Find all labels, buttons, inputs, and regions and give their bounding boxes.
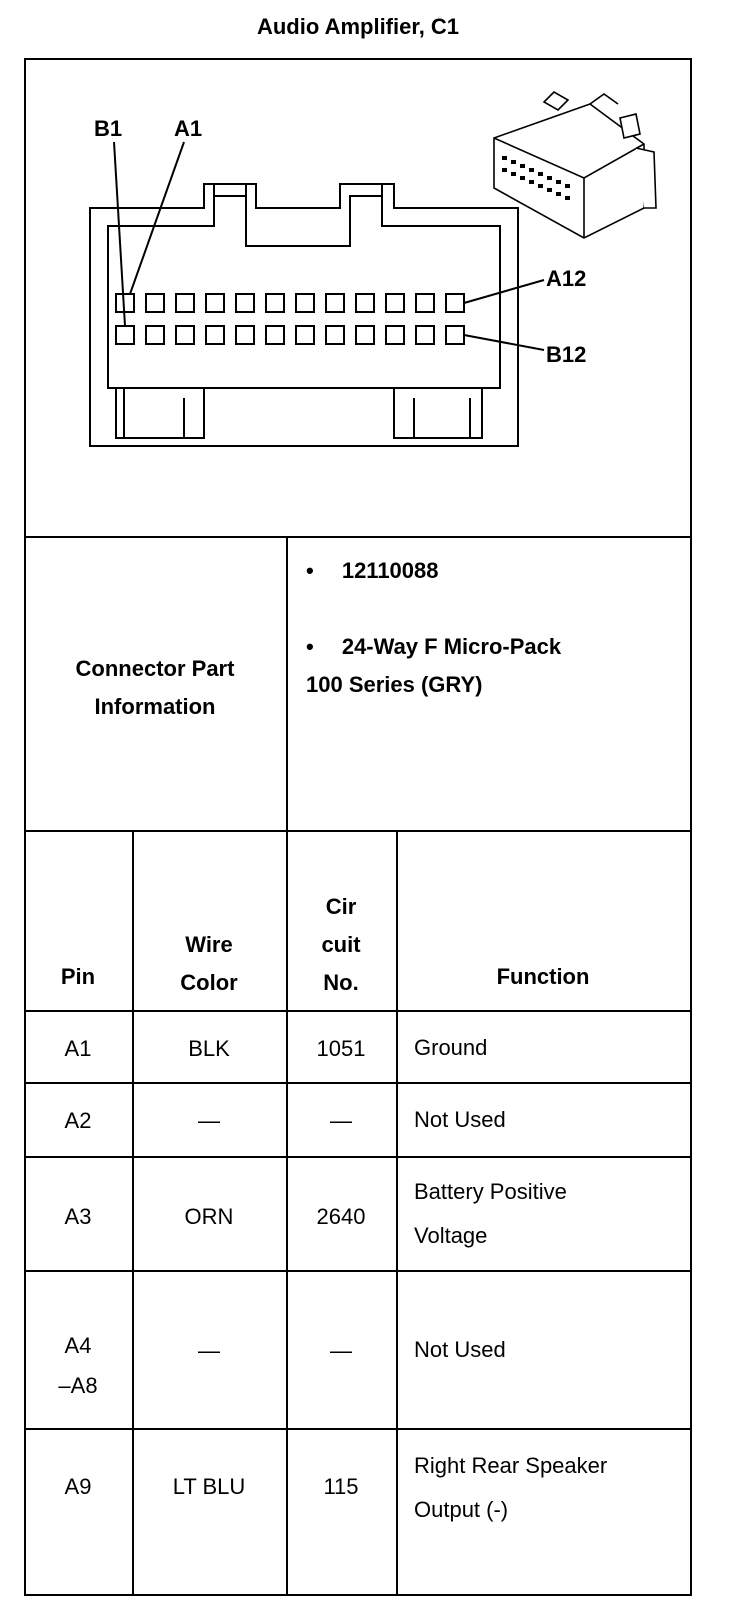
part-number: 12110088	[341, 558, 439, 583]
row-a3-function-1: Battery Positive	[414, 1179, 567, 1204]
label-a1: A1	[174, 116, 203, 141]
bullet-icon: •	[306, 634, 314, 659]
divider-row-a4	[24, 1428, 692, 1430]
divider-row-a3	[24, 1270, 692, 1272]
page-title: Audio Amplifier, C1	[256, 14, 460, 39]
row-a3-circuit: 2640	[316, 1204, 366, 1229]
row-a1-circuit: 1051	[316, 1036, 366, 1061]
row-a2-color: —	[198, 1108, 220, 1133]
row-a4-function: Not Used	[414, 1337, 506, 1362]
row-a1-function: Ground	[414, 1035, 488, 1060]
header-circuit	[286, 888, 396, 1002]
row-a3-pin: A3	[64, 1204, 92, 1229]
header-circuit-1: Cir	[325, 894, 357, 919]
row-a3-function-2: Voltage	[414, 1223, 488, 1248]
row-a2-pin: A2	[64, 1108, 92, 1133]
row-a9-function-1: Right Rear Speaker	[414, 1453, 608, 1478]
cavity-row-a	[116, 294, 464, 312]
label-b12: B12	[546, 342, 587, 367]
row-a3-function	[414, 1170, 692, 1258]
divider-header	[24, 1010, 692, 1012]
divider-col-circuit	[396, 830, 398, 1596]
connector-part-label	[24, 650, 286, 726]
cavity-row-b	[116, 326, 464, 344]
row-a2-function: Not Used	[414, 1107, 506, 1132]
row-a4-circuit: —	[330, 1338, 352, 1363]
description-line-1: 24-Way F Micro-Pack	[341, 634, 562, 659]
divider-info	[24, 830, 692, 832]
row-a2-circuit: —	[330, 1108, 352, 1133]
frame-bottom	[24, 1594, 692, 1596]
header-circuit-2: cuit	[321, 932, 361, 957]
row-a9-function	[414, 1444, 692, 1532]
divider-row-a1	[24, 1082, 692, 1084]
row-a4-pin	[24, 1326, 132, 1406]
label-a12: A12	[546, 266, 587, 291]
row-a9-circuit: 115	[323, 1474, 359, 1499]
header-wire-color	[132, 926, 286, 1002]
connector-part-label-1: Connector Part	[75, 656, 235, 681]
connector-sheet	[24, 58, 692, 1596]
bullet-icon: •	[306, 558, 314, 583]
part-number-item	[306, 558, 439, 584]
row-a3-color: ORN	[184, 1204, 234, 1229]
header-wire-color-1: Wire	[185, 932, 233, 957]
divider-row-a2	[24, 1156, 692, 1158]
row-a4-color: —	[198, 1338, 220, 1363]
description-line-2: 100 Series (GRY)	[306, 672, 483, 697]
connector-part-label-2: Information	[94, 694, 216, 719]
row-a9-pin: A9	[64, 1474, 92, 1499]
row-a1-pin: A1	[64, 1036, 92, 1061]
divider-diagram	[24, 536, 692, 538]
header-function: Function	[496, 964, 590, 989]
row-a1-color: BLK	[188, 1036, 230, 1061]
label-b1: B1	[94, 116, 123, 141]
row-a4-pin-2: –A8	[58, 1373, 98, 1398]
row-a9-function-2: Output (-)	[414, 1497, 509, 1522]
row-a9-color: LT BLU	[172, 1474, 246, 1499]
description-item	[306, 634, 561, 660]
connector-diagram	[24, 58, 692, 536]
header-circuit-3: No.	[323, 970, 359, 995]
row-a4-pin-1: A4	[64, 1333, 92, 1358]
divider-col-info	[286, 536, 288, 1596]
header-pin: Pin	[60, 964, 96, 989]
header-wire-color-2: Color	[180, 970, 238, 995]
